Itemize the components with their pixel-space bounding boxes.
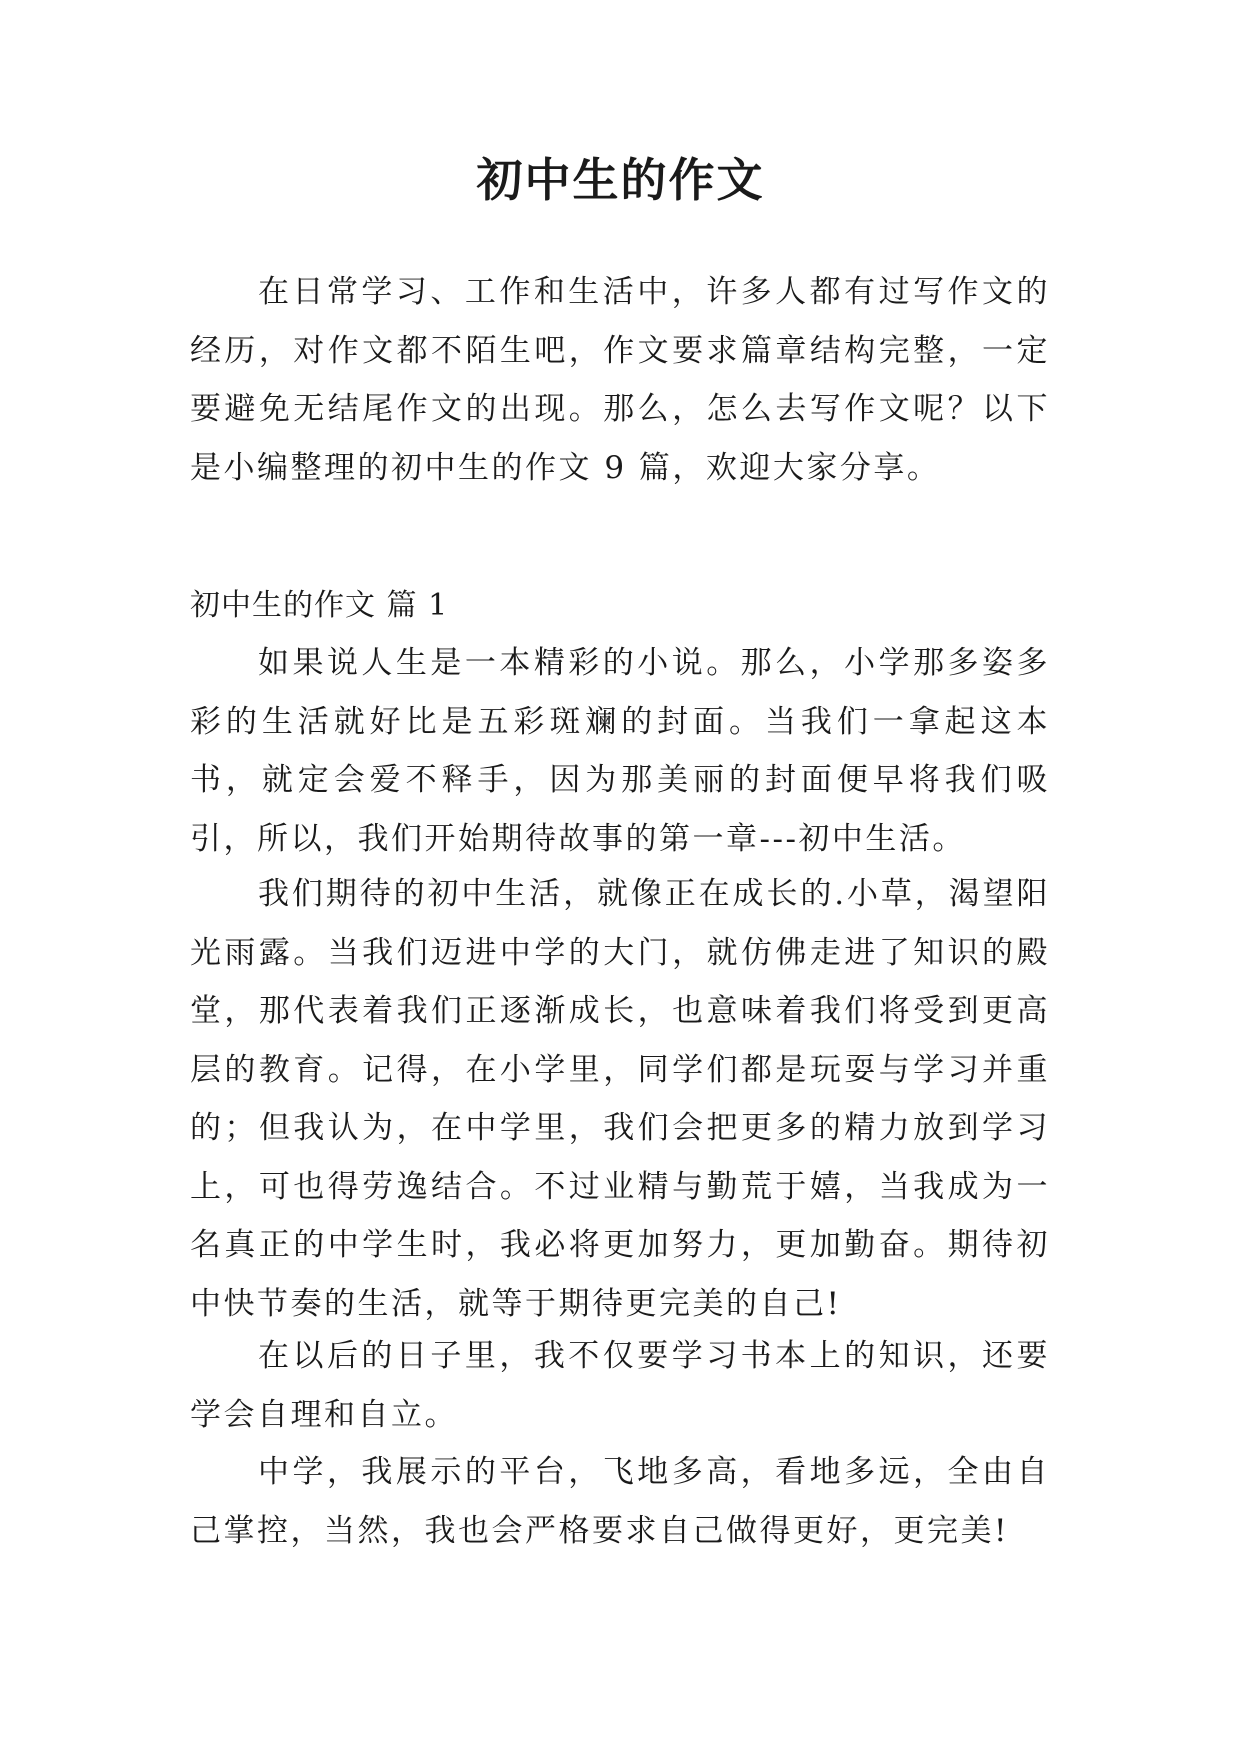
document-title: 初中生的作文 xyxy=(476,153,765,207)
body-paragraph: 我们期待的初中生活，就像正在成长的.小草，渴望阳光雨露。当我们迈进中学的大门，就仿佛走进了知识的殿堂，那代表着我们正逐渐成长，也意味着我们将受到更高层的教育。记得，在小学里，同学们都是玩耍与学习并重的；但我认为，在中学里，我们会把更多的精力放到学习上，可也得劳逸结合。不过业精与勤荒于嬉，当我成为一名真正的中学生时，我必将更加努力，更加勤奋。期待初中快节奏的生活，就等于期待更完美的自己! xyxy=(190,876,1050,1322)
section-heading: 初中生的作文 篇 1 xyxy=(190,588,449,623)
body-paragraph: 在以后的日子里，我不仅要学习书本上的知识，还要学会自理和自立。 xyxy=(190,1338,1050,1433)
intro-paragraph: 在日常学习、工作和生活中，许多人都有过写作文的经历，对作文都不陌生吧，作文要求篇章结构完整，一定要避免无结尾作文的出现。那么，怎么去写作文呢？以下是小编整理的初中生的作文 9 篇，欢迎大家分享。 xyxy=(190,274,1050,486)
body-paragraph: 中学，我展示的平台，飞地多高，看地多远，全由自己掌控，当然，我也会严格要求自己做得更好，更完美! xyxy=(190,1454,1050,1549)
body-paragraph: 如果说人生是一本精彩的小说。那么，小学那多姿多彩的生活就好比是五彩斑斓的封面。当我们一拿起这本书，就定会爱不释手，因为那美丽的封面便早将我们吸引，所以，我们开始期待故事的第一章---初中生活。 xyxy=(190,645,1050,857)
